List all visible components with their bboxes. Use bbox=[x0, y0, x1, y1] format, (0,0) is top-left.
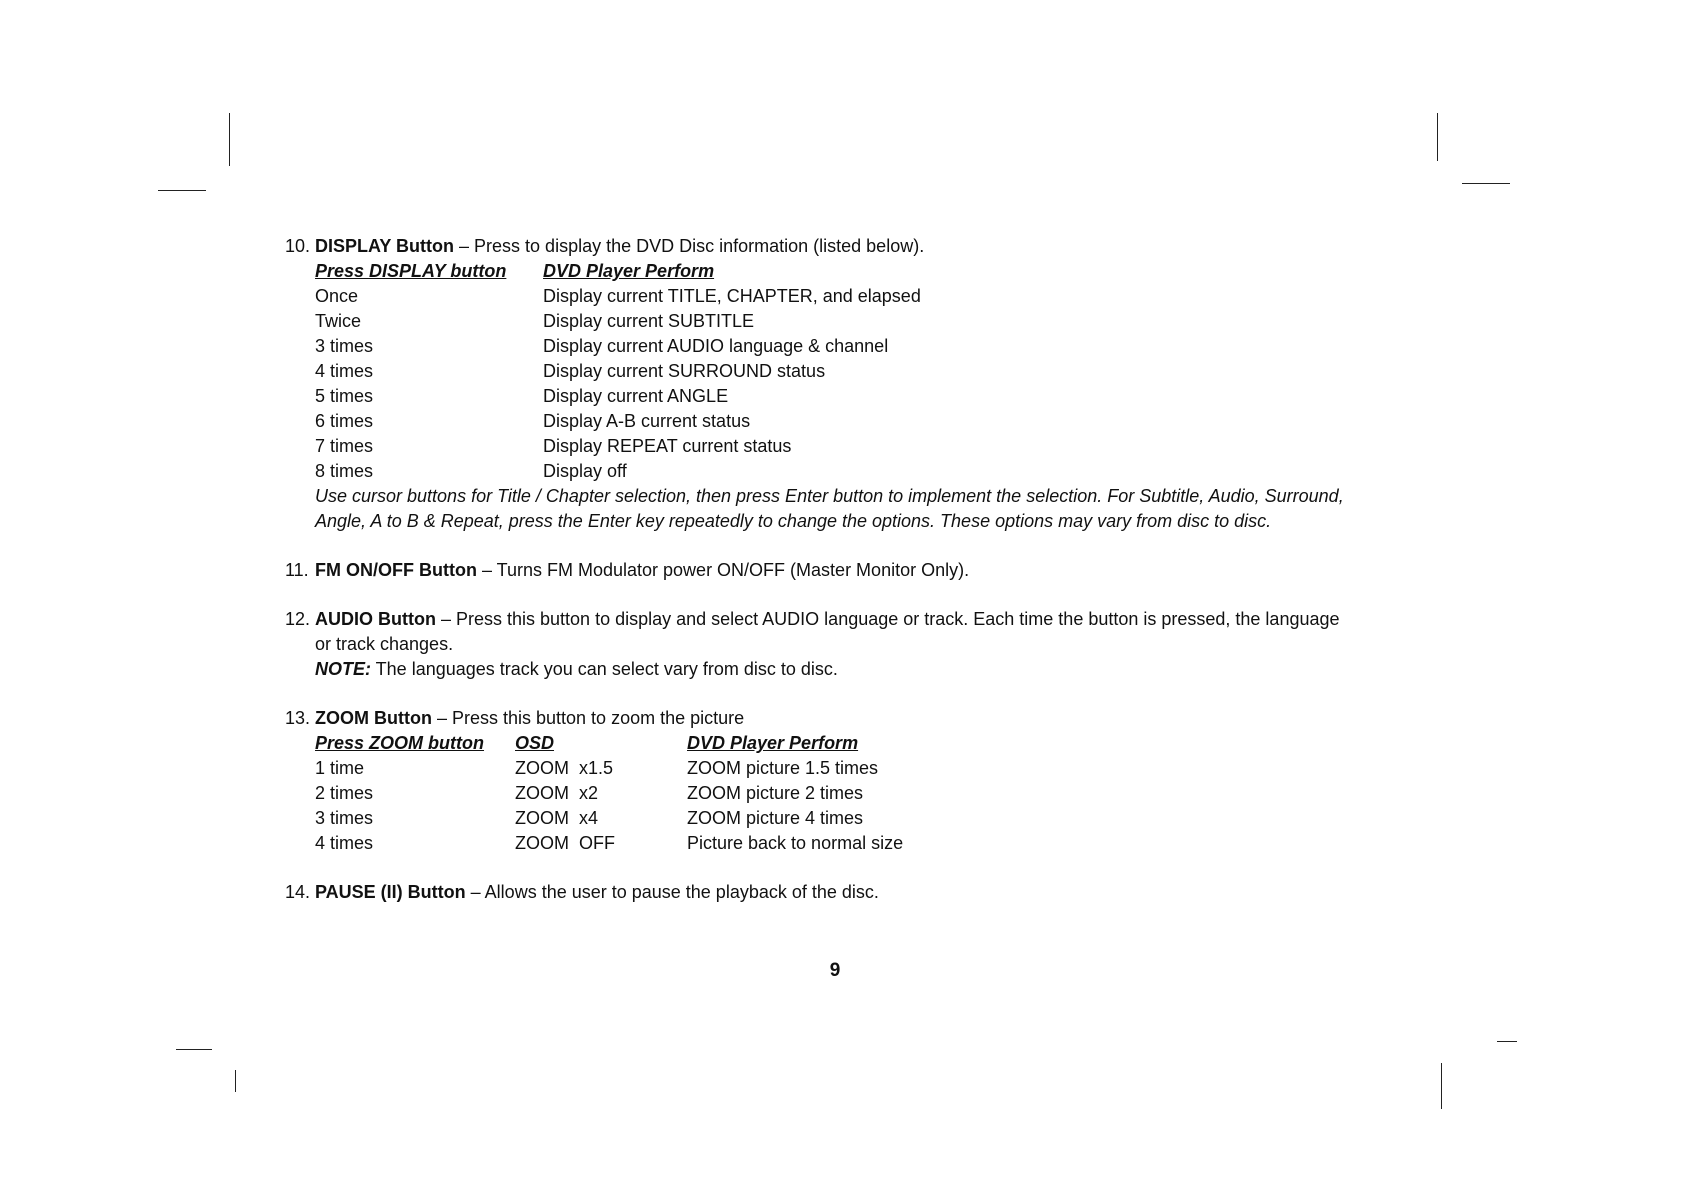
item-description: – Allows the user to pause the playback of the disc. bbox=[465, 882, 879, 902]
table-cell-perform: ZOOM picture 4 times bbox=[687, 808, 864, 828]
item-heading-line bbox=[315, 558, 1405, 583]
table-row bbox=[315, 434, 1405, 459]
table-header-row bbox=[315, 731, 1405, 756]
table-row bbox=[315, 831, 1405, 856]
item-number: 14. bbox=[285, 882, 311, 902]
table-row bbox=[315, 359, 1405, 384]
table-cell-perform: ZOOM picture 2 times bbox=[687, 783, 864, 803]
audio-note bbox=[315, 657, 1405, 682]
item-description: – Press this button to zoom the picture bbox=[431, 708, 745, 728]
table-cell-press: 3 times bbox=[315, 808, 374, 828]
table-cell-perform: Display current SURROUND status bbox=[543, 361, 826, 381]
table-row bbox=[315, 284, 1405, 309]
table-cell-osd: ZOOM OFF bbox=[515, 833, 615, 853]
crop-mark-bottom-left-vertical bbox=[235, 1070, 236, 1092]
item-title: FM ON/OFF Button bbox=[315, 560, 477, 580]
table-header-row bbox=[315, 259, 1405, 284]
item-heading-line bbox=[315, 234, 1405, 259]
manual-content bbox=[285, 234, 1405, 905]
item-description-continued: or track changes. bbox=[315, 634, 454, 654]
display-note-line-1: Use cursor buttons for Title / Chapter selection, then press Enter button to implement the selection. For Subtitle, Audio, Surround, bbox=[315, 486, 1344, 506]
table-cell-perform: Display current SUBTITLE bbox=[543, 311, 755, 331]
crop-mark-top-right-vertical bbox=[1437, 113, 1438, 161]
item-zoom-button bbox=[285, 706, 1405, 856]
display-table bbox=[315, 259, 1405, 484]
item-fm-button bbox=[285, 558, 1405, 583]
item-heading-line bbox=[315, 607, 1405, 632]
item-description: – Turns FM Modulator power ON/OFF (Master Monitor Only). bbox=[476, 560, 970, 580]
item-description: – Press this button to display and select AUDIO language or track. Each time the button is pressed, the language bbox=[435, 609, 1340, 629]
table-header-osd: OSD bbox=[515, 733, 555, 753]
item-heading-line bbox=[315, 880, 1405, 905]
item-number: 13. bbox=[285, 708, 311, 728]
item-title: PAUSE (II) Button bbox=[315, 882, 466, 902]
table-header-perform: DVD Player Perform bbox=[543, 261, 715, 281]
item-pause-button bbox=[285, 880, 1405, 905]
table-row bbox=[315, 384, 1405, 409]
item-title: ZOOM Button bbox=[315, 708, 432, 728]
page-number: 9 bbox=[829, 960, 841, 981]
table-row bbox=[315, 781, 1405, 806]
crop-mark-bottom-right-horizontal bbox=[1497, 1041, 1517, 1042]
item-number: 10. bbox=[285, 236, 311, 256]
table-cell-press: Twice bbox=[315, 311, 362, 331]
table-cell-press: 3 times bbox=[315, 336, 374, 356]
table-cell-perform: Display current AUDIO language & channel bbox=[543, 336, 889, 356]
table-cell-press: 5 times bbox=[315, 386, 374, 406]
item-title: DISPLAY Button bbox=[315, 236, 455, 256]
table-header-press: Press ZOOM button bbox=[315, 733, 485, 753]
table-row bbox=[315, 309, 1405, 334]
display-note-line-2: Angle, A to B & Repeat, press the Enter key repeatedly to change the options. These options may vary from disc to disc. bbox=[315, 511, 1272, 531]
table-cell-perform: Picture back to normal size bbox=[687, 833, 904, 853]
table-cell-osd: ZOOM x4 bbox=[515, 808, 599, 828]
table-row bbox=[315, 806, 1405, 831]
table-cell-osd: ZOOM x1.5 bbox=[515, 758, 614, 778]
item-number: 12. bbox=[285, 609, 311, 629]
item-description: – Press to display the DVD Disc information (listed below). bbox=[454, 236, 925, 256]
table-cell-press: 2 times bbox=[315, 783, 374, 803]
table-cell-press: 1 time bbox=[315, 758, 365, 778]
table-header-perform: DVD Player Perform bbox=[687, 733, 859, 753]
table-cell-press: Once bbox=[315, 286, 359, 306]
crop-mark-top-right-horizontal bbox=[1462, 183, 1510, 184]
item-number: 11. bbox=[285, 560, 309, 580]
table-cell-perform: Display off bbox=[543, 461, 627, 481]
table-cell-press: 8 times bbox=[315, 461, 374, 481]
crop-mark-bottom-left-horizontal bbox=[176, 1049, 212, 1050]
table-cell-perform: Display current TITLE, CHAPTER, and elapsed bbox=[543, 286, 921, 306]
table-row bbox=[315, 409, 1405, 434]
table-cell-osd: ZOOM x2 bbox=[515, 783, 599, 803]
table-cell-press: 7 times bbox=[315, 436, 374, 456]
table-cell-press: 4 times bbox=[315, 833, 374, 853]
table-cell-press: 6 times bbox=[315, 411, 374, 431]
table-cell-perform: ZOOM picture 1.5 times bbox=[687, 758, 879, 778]
table-row bbox=[315, 334, 1405, 359]
table-row bbox=[315, 459, 1405, 484]
table-cell-perform: Display current ANGLE bbox=[543, 386, 729, 406]
zoom-table bbox=[315, 731, 1405, 856]
table-row bbox=[315, 756, 1405, 781]
table-cell-press: 4 times bbox=[315, 361, 374, 381]
crop-mark-bottom-right-vertical bbox=[1441, 1063, 1442, 1109]
table-cell-perform: Display REPEAT current status bbox=[543, 436, 792, 456]
table-header-press: Press DISPLAY button bbox=[315, 261, 507, 281]
crop-mark-top-left-vertical bbox=[229, 113, 230, 166]
note-label: NOTE: bbox=[315, 659, 371, 679]
crop-mark-top-left-horizontal bbox=[158, 190, 206, 191]
item-display-button bbox=[285, 234, 1405, 534]
item-heading-line bbox=[315, 706, 1405, 731]
item-title: AUDIO Button bbox=[315, 609, 436, 629]
item-audio-button bbox=[285, 607, 1405, 682]
table-cell-perform: Display A-B current status bbox=[543, 411, 751, 431]
note-text: The languages track you can select vary from disc to disc. bbox=[371, 659, 838, 679]
